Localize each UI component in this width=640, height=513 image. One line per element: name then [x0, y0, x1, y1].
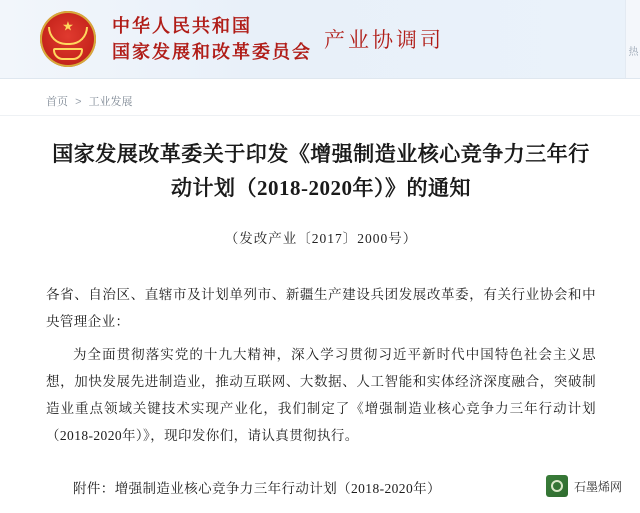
org-name-line-1: 中华人民共和国 [112, 15, 252, 36]
national-emblem-icon [40, 11, 96, 67]
org-name-line-2: 国家发展和改革委员会 [112, 42, 312, 62]
org-department-label: 产业协调司 [324, 28, 444, 52]
org-identity [112, 13, 444, 65]
breadcrumb [0, 79, 640, 116]
document-number: （发改产业〔2017〕2000号） [224, 231, 418, 247]
header-inner [0, 0, 640, 78]
breadcrumb-current-link[interactable]: 工业发展 [88, 96, 133, 108]
emblem-gear-icon [53, 48, 83, 60]
account-name: 石墨烯网 [573, 479, 622, 494]
org-name-lines [112, 13, 312, 65]
breadcrumb-home-link[interactable]: 首页 [46, 96, 68, 108]
document-paragraph: 为全面贯彻落实党的十九大精神，深入学习贯彻习近平新时代中国特色社会主义思想，加快发展先进制造业，推动互联网、大数据、人工智能和实体经济深度融合，突破制造业重点领域关键技术实现产业化，我们制定了《增强制造业核心竞争力三年行动计划（2018-2020年）》，现印发你们，请认真贯彻执行。 [46, 347, 596, 444]
document-paragraph: 各省、自治区、直辖市及计划单列市、新疆生产建设兵团发展改革委，有关行业协会和中央管理企业： [46, 287, 596, 330]
breadcrumb-separator: > [75, 96, 82, 108]
emblem-star-icon: ★ [62, 18, 74, 34]
emblem-ears-icon [48, 27, 88, 45]
document-container [0, 116, 640, 502]
document-body [46, 281, 596, 449]
header-right-edge-text: 热 [626, 46, 637, 56]
account-badge[interactable] [542, 471, 630, 501]
account-logo-icon [546, 475, 568, 497]
header-right-edge [625, 0, 640, 78]
document-attachment: 附件：增强制造业核心竞争力三年行动计划（2018-2020年） [73, 481, 441, 497]
site-header [0, 0, 640, 79]
page-title: 国家发展改革委关于印发《增强制造业核心竞争力三年行动计划（2018-2020年）》的通知 [52, 142, 590, 200]
